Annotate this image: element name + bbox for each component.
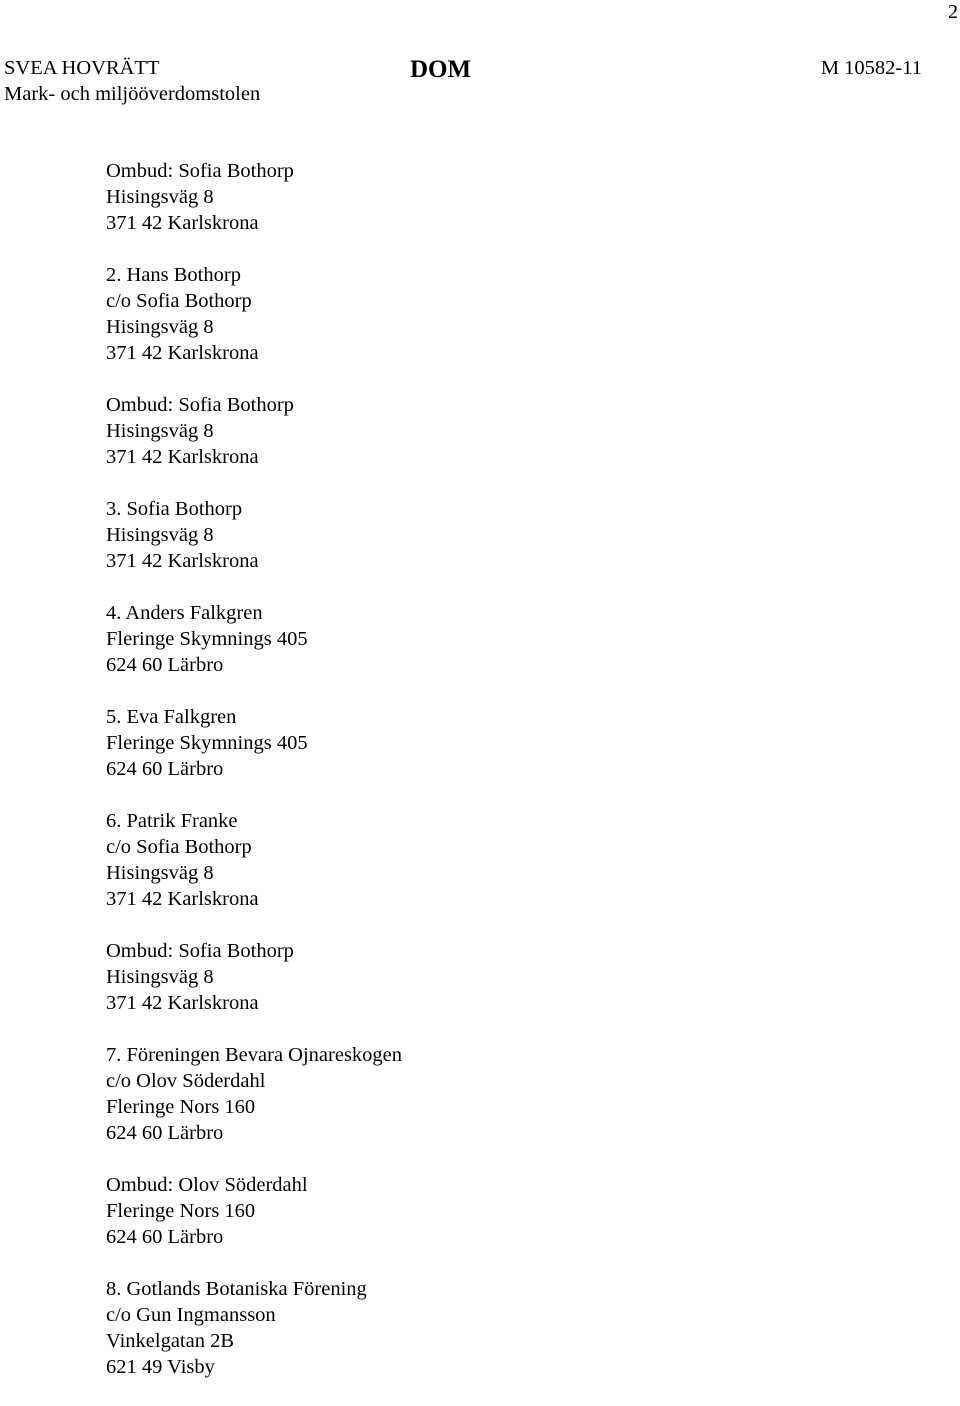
address-line: 7. Föreningen Bevara Ojnareskogen xyxy=(106,1044,403,1066)
address-line: c/o Olov Söderdahl xyxy=(106,1070,266,1092)
address-line: c/o Sofia Bothorp xyxy=(106,836,252,858)
party-block xyxy=(106,808,402,912)
address-line: Fleringe Skymnings 405 xyxy=(106,628,308,650)
address-line: 621 49 Visby xyxy=(106,1356,215,1378)
party-block xyxy=(106,938,402,1016)
address-line: 371 42 Karlskrona xyxy=(106,550,259,572)
party-block xyxy=(106,262,402,366)
address-line: c/o Sofia Bothorp xyxy=(106,290,252,312)
address-line: Vinkelgatan 2B xyxy=(106,1330,235,1352)
address-line: Hisingsväg 8 xyxy=(106,420,214,442)
party-block xyxy=(106,158,402,236)
address-line: 624 60 Lärbro xyxy=(106,654,224,676)
address-line: 624 60 Lärbro xyxy=(106,758,224,780)
address-line: 8. Gotlands Botaniska Förening xyxy=(106,1278,367,1300)
party-block xyxy=(106,1172,402,1250)
address-line: Hisingsväg 8 xyxy=(106,862,214,884)
party-block xyxy=(106,1276,402,1380)
party-block xyxy=(106,1042,402,1146)
address-line: 624 60 Lärbro xyxy=(106,1122,224,1144)
address-line: 624 60 Lärbro xyxy=(106,1226,224,1248)
address-line: Fleringe Nors 160 xyxy=(106,1096,256,1118)
address-line: 5. Eva Falkgren xyxy=(106,706,237,728)
party-block xyxy=(106,392,402,470)
case-number: M 10582-11 xyxy=(820,57,922,79)
address-line: 371 42 Karlskrona xyxy=(106,888,259,910)
address-line: 3. Sofia Bothorp xyxy=(106,498,243,520)
address-line: Hisingsväg 8 xyxy=(106,316,214,338)
address-line: 2. Hans Bothorp xyxy=(106,264,241,286)
court-name-line1: SVEA HOVRÄTT xyxy=(4,57,160,79)
party-block xyxy=(106,496,402,574)
address-line: Hisingsväg 8 xyxy=(106,966,214,988)
address-line: Ombud: Sofia Bothorp xyxy=(106,394,294,416)
document-type: DOM xyxy=(410,56,472,83)
address-line: Ombud: Sofia Bothorp xyxy=(106,940,294,962)
address-line: 371 42 Karlskrona xyxy=(106,212,259,234)
address-line: 371 42 Karlskrona xyxy=(106,342,259,364)
address-line: Ombud: Olov Söderdahl xyxy=(106,1174,308,1196)
page-number: 2 xyxy=(948,1,958,23)
address-line: Hisingsväg 8 xyxy=(106,524,214,546)
address-line: Fleringe Skymnings 405 xyxy=(106,732,308,754)
address-line: Ombud: Sofia Bothorp xyxy=(106,160,294,182)
address-line: c/o Gun Ingmansson xyxy=(106,1304,276,1326)
court-name xyxy=(4,55,260,107)
address-line: 4. Anders Falkgren xyxy=(106,602,263,624)
address-line: 371 42 Karlskrona xyxy=(106,446,259,468)
party-list xyxy=(106,158,402,1406)
address-line: 371 42 Karlskrona xyxy=(106,992,259,1014)
address-line: Hisingsväg 8 xyxy=(106,186,214,208)
address-line: 6. Patrik Franke xyxy=(106,810,238,832)
party-block xyxy=(106,704,402,782)
court-name-line2: Mark- och miljööverdomstolen xyxy=(4,83,261,105)
party-block xyxy=(106,600,402,678)
address-line: Fleringe Nors 160 xyxy=(106,1200,256,1222)
